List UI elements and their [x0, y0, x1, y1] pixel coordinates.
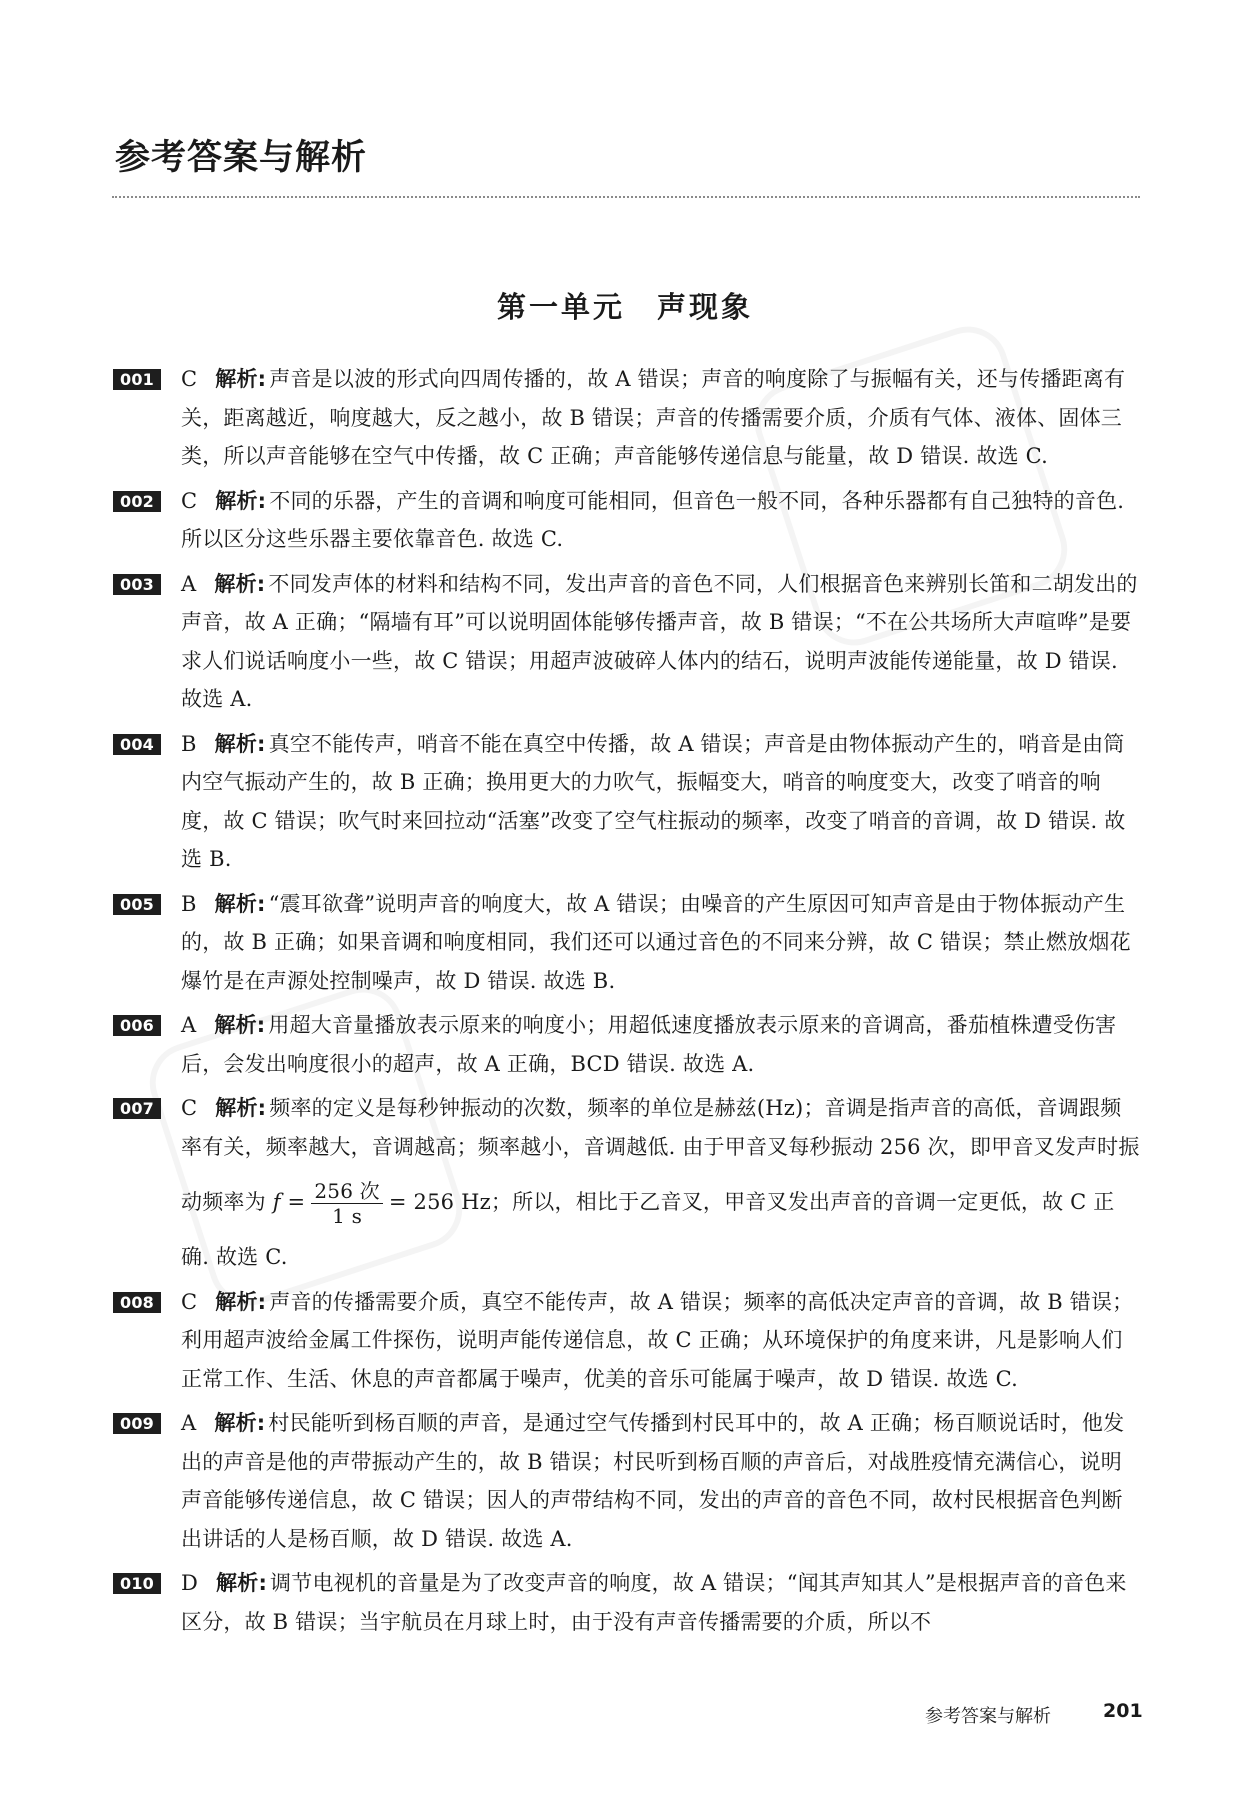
- analysis-text-continued: ；所以，相比于乙音叉，甲音叉发出声音的音调一定更低，故 C 正确. 故选 C.: [181, 1190, 1115, 1269]
- answer-choice: D: [181, 1571, 199, 1595]
- answer-item: [113, 360, 1140, 476]
- answer-choice: A: [181, 571, 197, 596]
- page-number: 201: [1103, 1700, 1143, 1722]
- analysis-label: 解析:: [214, 1411, 266, 1435]
- answer-choice: B: [181, 731, 197, 756]
- analysis-label: 解析:: [215, 1096, 267, 1120]
- answer-item: [113, 1404, 1140, 1558]
- analysis-label: 解析:: [215, 367, 267, 391]
- answer-number: 008: [113, 1292, 161, 1313]
- answer-number: 002: [113, 491, 161, 512]
- answer-choice: C: [181, 488, 198, 513]
- answer-number: 006: [113, 1015, 161, 1036]
- answer-number: 010: [113, 1573, 161, 1594]
- page-title: 参考答案与解析: [115, 138, 368, 178]
- answer-item: [113, 1564, 1140, 1641]
- answer-list: [113, 360, 1140, 1647]
- analysis-label: 解析:: [216, 1571, 268, 1595]
- analysis-text: 真空不能传声，哨音不能在真空中传播，故 A 错误；声音是由物体振动产生的，哨音是由筒内空气振动产生的，故 B 正确；换用更大的力吹气，振幅变大，哨音的响度变大，改变了哨音的响度，故 C 错误；吹气时来回拉动“活塞”改变了空气柱振动的频率，改变了哨音的音调，故 D 错误. 故选 B.: [181, 731, 1126, 871]
- analysis-text: 不同发声体的材料和结构不同，发出声音的音色不同，人们根据音色来辨别长笛和二胡发出的声音，故 A 正确；“隔墙有耳”可以说明固体能够传播声音，故 B 错误；“不在公共场所大声喧哗”是要求人们说话响度小一些，故 C 错误；用超声波破碎人体内的结石，说明声波能传递能量，故 D 错误. 故选 A.: [181, 571, 1138, 711]
- answer-number: 001: [113, 369, 161, 390]
- answer-item: [113, 885, 1140, 1001]
- analysis-text: 声音的传播需要介质，真空不能传声，故 A 错误；频率的高低决定声音的音调，故 B 错误；利用超声波给金属工件探伤，说明声能传递信息，故 C 正确；从环境保护的角度来讲，凡是影响人们正常工作、生活、休息的声音都属于噪声，优美的音乐可能属于噪声，故 D 错误. 故选 C.: [181, 1289, 1134, 1391]
- analysis-label: 解析:: [214, 571, 266, 596]
- analysis-label: 解析:: [215, 1289, 267, 1314]
- answer-choice: C: [181, 367, 198, 391]
- fraction-numerator: 256 次: [311, 1179, 383, 1204]
- answer-number: 003: [113, 574, 161, 595]
- answer-choice: A: [181, 1013, 197, 1037]
- answer-item: [113, 482, 1140, 559]
- formula-rhs: = 256 Hz: [388, 1190, 491, 1214]
- frequency-formula: [272, 1179, 491, 1228]
- answer-item: [113, 1089, 1140, 1277]
- analysis-text: 村民能听到杨百顺的声音，是通过空气传播到村民耳中的，故 A 正确；杨百顺说话时，他发出的声音是他的声带振动产生的，故 B 错误；村民听到杨百顺的声音后，对战胜疫情充满信心，说明声音能够传递信息，故 C 错误；因人的声带结构不同，发出的声音的音色不同，故村民根据音色判断出讲话的人是杨百顺，故 D 错误. 故选 A.: [181, 1411, 1125, 1551]
- formula-lhs: f =: [272, 1190, 306, 1214]
- analysis-text: 调节电视机的音量是为了改变声音的响度，故 A 错误；“闻其声知其人”是根据声音的音色来区分，故 B 错误；当宇航员在月球上时，由于没有声音传播需要的介质，所以不: [181, 1571, 1127, 1634]
- answer-item: [113, 725, 1140, 879]
- fraction-denominator: 1 s: [332, 1204, 363, 1228]
- answer-item: [113, 1283, 1140, 1399]
- analysis-label: 解析:: [214, 731, 266, 756]
- answer-choice: B: [181, 891, 197, 916]
- answer-number: 004: [113, 734, 161, 755]
- fraction: [311, 1179, 383, 1228]
- header-divider: [112, 196, 1140, 198]
- analysis-text: 不同的乐器，产生的音调和响度可能相同，但音色一般不同，各种乐器都有自己独特的音色. 所以区分这些乐器主要依靠音色. 故选 C.: [181, 488, 1125, 551]
- analysis-text: 声音是以波的形式向四周传播的，故 A 错误；声音的响度除了与振幅有关，还与传播距离有关，距离越近，响度越大，反之越小，故 B 错误；声音的传播需要介质，介质有气体、液体、固体三类，所以声音能够在空气中传播，故 C 正确；声音能够传递信息与能量，故 D 错误. 故选 C.: [181, 367, 1126, 468]
- analysis-text: “震耳欲聋”说明声音的响度大，故 A 错误；由噪音的产生原因可知声音是由于物体振动产生的，故 B 正确；如果音调和响度相同，我们还可以通过音色的不同来分辨，故 C 错误；禁止燃放烟花爆竹是在声源处控制噪声，故 D 错误. 故选 B.: [181, 891, 1131, 993]
- answer-number: 005: [113, 894, 161, 915]
- answer-choice: A: [181, 1411, 197, 1435]
- analysis-text: 用超大音量播放表示原来的响度小；用超低速度播放表示原来的音调高，番茄植株遭受伤害后，会发出响度很小的超声，故 A 正确，BCD 错误. 故选 A.: [181, 1013, 1117, 1076]
- answer-item: [113, 1006, 1140, 1083]
- analysis-label: 解析:: [215, 488, 267, 513]
- answer-choice: C: [181, 1289, 198, 1314]
- unit-title: 第一单元 声现象: [496, 290, 753, 324]
- answer-number: 007: [113, 1098, 161, 1119]
- analysis-text: 频率的定义是每秒钟振动的次数，频率的单位是赫兹(Hz)；音调是指声音的高低，音调跟频率有关，频率越大，音调越高；频率越小，音调越低. 由于甲音叉每秒振动 256 次，即甲音叉发声时振动频率为: [181, 1096, 1140, 1214]
- footer-title: 参考答案与解析: [925, 1706, 1051, 1727]
- answer-number: 009: [113, 1413, 161, 1434]
- answer-choice: C: [181, 1096, 198, 1120]
- analysis-label: 解析:: [214, 1013, 266, 1037]
- analysis-label: 解析:: [214, 891, 266, 916]
- answer-item: [113, 565, 1140, 719]
